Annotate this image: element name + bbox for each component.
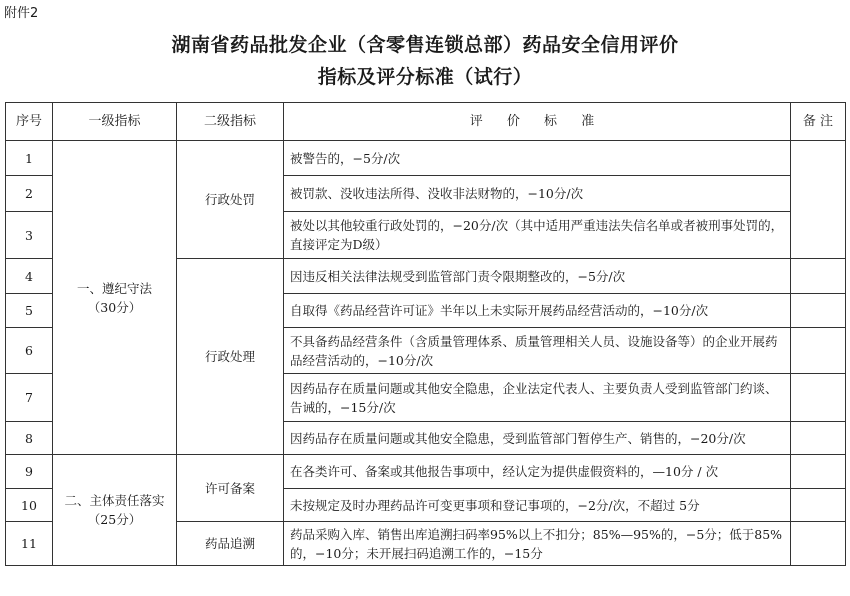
row-seq: 1: [6, 141, 53, 176]
row-criterion: 被警告的，−5分/次: [284, 141, 791, 176]
level1-score: （25分）: [87, 512, 142, 527]
header-level2: 二级指标: [177, 103, 284, 141]
remark-cell: [791, 141, 846, 259]
row-criterion: 在各类许可、备案或其他报告事项中，经认定为提供虚假资料的，—10分 / 次: [284, 455, 791, 489]
evaluation-table: [5, 102, 846, 566]
row-criterion: 被罚款、没收违法所得、没收非法财物的，−10分/次: [284, 176, 791, 212]
row-criterion: 不具备药品经营条件（含质量管理体系、质量管理相关人员、设施设备等）的企业开展药品经营活动的，−10分/次: [284, 328, 791, 374]
table-header-row: [6, 103, 846, 141]
row-seq: 7: [6, 374, 53, 422]
row-seq: 8: [6, 422, 53, 455]
row-criterion: 自取得《药品经营许可证》半年以上未实际开展药品经营活动的，−10分/次: [284, 294, 791, 328]
document-title-line2: 指标及评分标准（试行）: [317, 66, 533, 88]
attachment-label: 附件2: [4, 6, 39, 21]
remark-cell: [791, 455, 846, 489]
level2-cell-license-filing: 许可备案: [177, 455, 284, 522]
remark-cell: [791, 259, 846, 294]
document-title-line1: 湖南省药品批发企业（含零售连锁总部）药品安全信用评价: [171, 34, 679, 56]
remark-cell: [791, 328, 846, 374]
row-criterion: 药品采购入库、销售出库追溯扫码率95%以上不扣分；85%—95%的，−5分；低于85%的，−10分；未开展扫码追溯工作的，−15分: [284, 522, 791, 566]
level1-cell-responsibility: [53, 455, 177, 566]
header-remark: 备 注: [791, 103, 846, 141]
remark-cell: [791, 422, 846, 455]
row-seq: 4: [6, 259, 53, 294]
row-criterion: 未按规定及时办理药品许可变更事项和登记事项的，−2分/次，不超过 5分: [284, 489, 791, 522]
row-seq: 3: [6, 212, 53, 259]
header-seq: 序号: [6, 103, 53, 141]
level1-cell-compliance: [53, 141, 177, 455]
table-row: [6, 455, 846, 489]
level2-cell-admin-handling: 行政处理: [177, 259, 284, 455]
row-criterion: 因药品存在质量问题或其他安全隐患，受到监管部门暂停生产、销售的，−20分/次: [284, 422, 791, 455]
table-row: [6, 141, 846, 176]
row-seq: 5: [6, 294, 53, 328]
level1-label: 一、遵纪守法: [76, 280, 152, 296]
level1-label: 二、主体责任落实: [64, 493, 165, 508]
row-criterion: 因药品存在质量问题或其他安全隐患，企业法定代表人、主要负责人受到监管部门约谈、告诫的，−15分/次: [284, 374, 791, 422]
row-seq: 6: [6, 328, 53, 374]
row-seq: 10: [6, 489, 53, 522]
remark-cell: [791, 374, 846, 422]
row-criterion: 被处以其他较重行政处罚的，−20分/次（其中适用严重违法失信名单或者被刑事处罚的，直接评定为D级）: [284, 212, 791, 259]
row-seq: 2: [6, 176, 53, 212]
level2-cell-admin-penalty: 行政处罚: [177, 141, 284, 259]
level2-cell-traceability: 药品追溯: [177, 522, 284, 566]
row-criterion: 因违反相关法律法规受到监管部门责令限期整改的，−5分/次: [284, 259, 791, 294]
remark-cell: [791, 489, 846, 522]
remark-cell: [791, 522, 846, 566]
level1-score: （30分）: [87, 299, 142, 315]
row-seq: 9: [6, 455, 53, 489]
header-level1: 一级指标: [53, 103, 177, 141]
row-seq: 11: [6, 522, 53, 566]
remark-cell: [791, 294, 846, 328]
header-standard: 评 价 标 准: [284, 103, 791, 141]
